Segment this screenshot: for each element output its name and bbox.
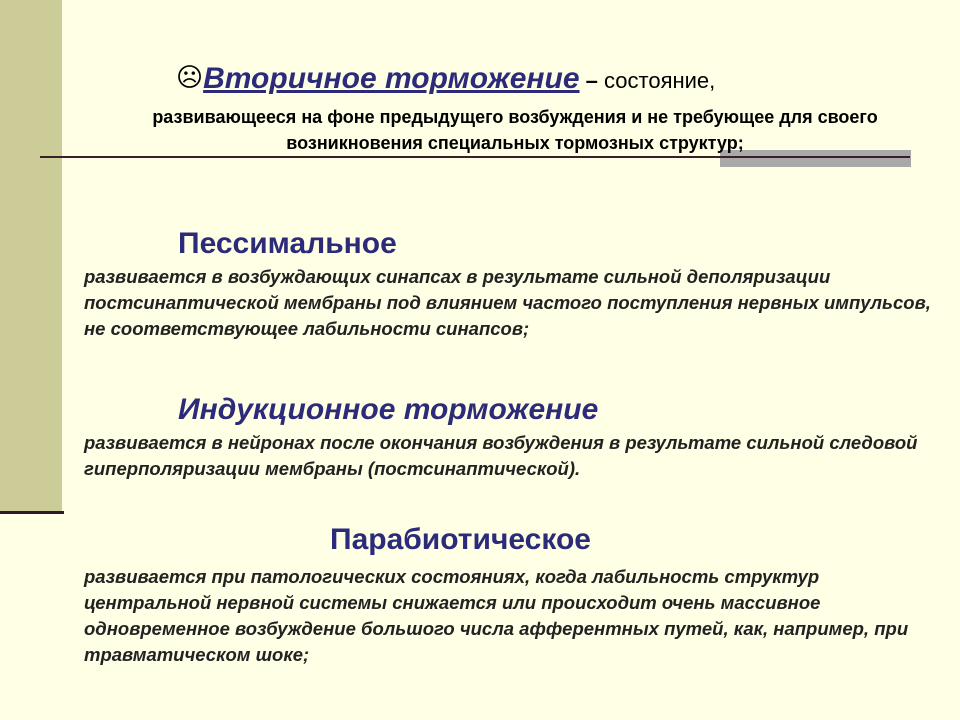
text-parabiotic: развивается при патологических состояниях, когда лабильность структур центральной нервной системы снижается или происходит очень массивное одновременное возбуждение большого числа афферентных путей, как, например, при травматическом шоке; <box>84 566 909 665</box>
slide-title <box>176 60 876 99</box>
text-induction: развивается в нейронах после окончания возбуждения в результате сильной следовой гиперполяризации мембраны (постсинаптической). <box>84 432 918 479</box>
heading-induction: Индукционное торможение <box>178 393 599 426</box>
text-pessimal: развивается в возбуждающих синапсах в результате сильной деполяризации постсинаптической мембраны под влиянием частого поступления нервных импульсов, не соответствующее лабильности синапсов; <box>84 266 931 339</box>
heading-pessimal: Пессимальное <box>178 227 397 260</box>
top-divider-line <box>40 156 910 158</box>
left-divider-line <box>0 511 64 514</box>
title-dash: – <box>579 68 605 93</box>
left-decorative-band <box>0 0 62 513</box>
title-continuation: развивающееся на фоне предыдущего возбуждения и не требующее для своего возникновения специальных тормозных структур; <box>152 107 878 153</box>
heading-parabiotic: Парабиотическое <box>330 523 591 556</box>
title-rest: состояние, <box>604 68 716 93</box>
frown-icon: ☹ <box>176 63 204 93</box>
title-term: Вторичное торможение <box>203 62 580 95</box>
